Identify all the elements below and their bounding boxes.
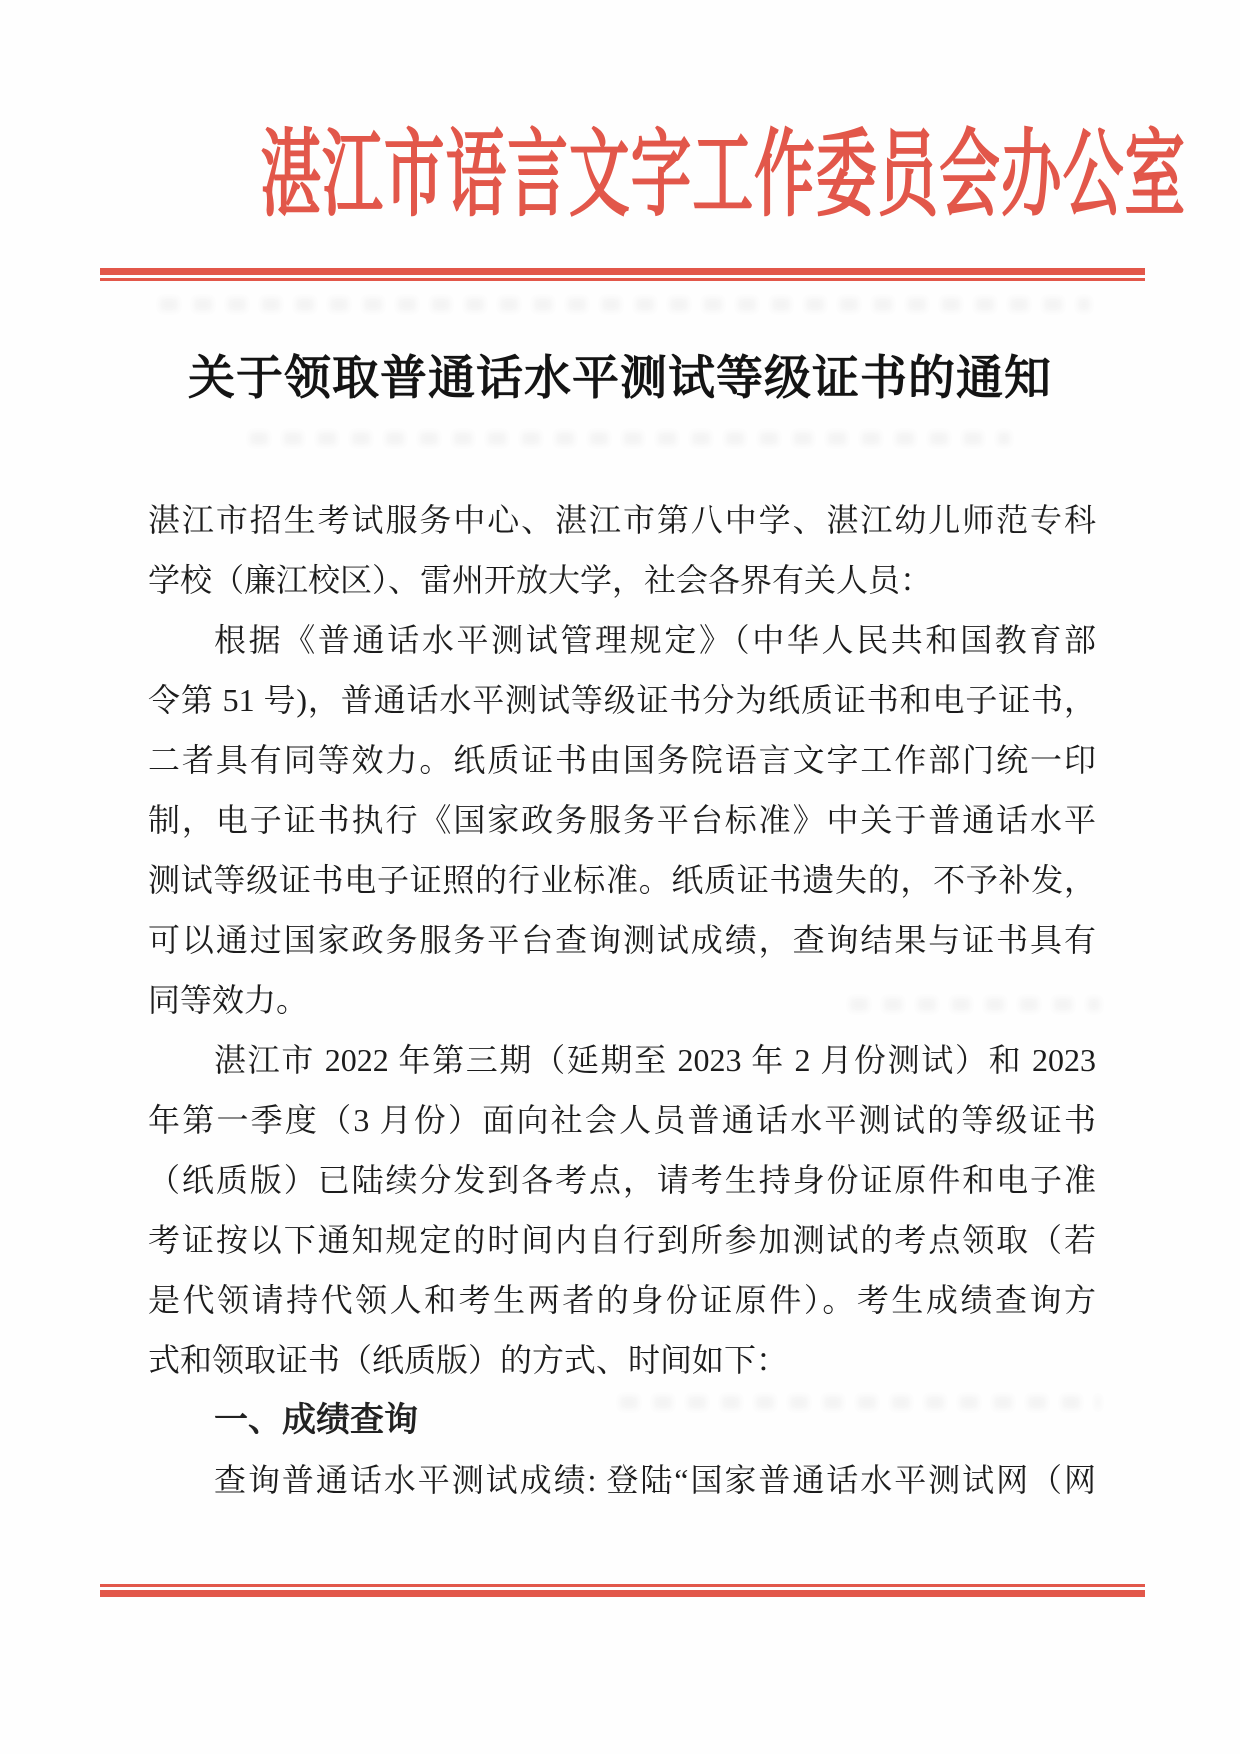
footer-double-rule (100, 1584, 1145, 1597)
section-heading: 一、成绩查询 (214, 1401, 418, 1439)
body-line: 湛江市招生考试服务中心、湛江市第八中学、湛江幼儿师范专科 (148, 502, 1096, 538)
footer-rule-thick-line (100, 1590, 1145, 1597)
document-body (148, 490, 1096, 1510)
body-line: 同等效力。 (148, 982, 309, 1018)
body-line: 可以通过国家政务服务平台查询测试成绩，查询结果与证书具有 (148, 922, 1096, 958)
body-line: 式和领取证书（纸质版）的方式、时间如下： (148, 1342, 789, 1378)
body-line: 令第 51 号)，普通话水平测试等级证书分为纸质证书和电子证书， (148, 682, 1096, 718)
header-rule-thick-line (100, 268, 1145, 275)
body-line: 学校（廉江校区）、雷州开放大学，社会各界有关人员： (148, 562, 933, 598)
body-line: 查询普通话水平测试成绩: 登陆“国家普通话水平测试网（网 (214, 1462, 1096, 1498)
footer-rule-thin-line (100, 1584, 1145, 1587)
body-line: 根据《普通话水平测试管理规定》（中华人民共和国教育部 (214, 622, 1096, 658)
body-line: 制，电子证书执行《国家政务服务平台标准》中关于普通话水平 (148, 802, 1096, 838)
body-line: 是代领请持代领人和考生两者的身份证原件）。考生成绩查询方 (148, 1282, 1096, 1318)
body-line: 测试等级证书电子证照的行业标准。纸质证书遗失的，不予补发， (148, 862, 1096, 898)
body-line: 湛江市 2022 年第三期（延期至 2023 年 2 月份测试）和 2023 (214, 1042, 1096, 1078)
scan-ghost-artifact (250, 432, 1010, 445)
header-rule-thin-line (100, 278, 1145, 281)
body-line: （纸质版）已陆续分发到各考点，请考生持身份证原件和电子准 (148, 1162, 1096, 1198)
agency-letterhead-text: 湛江市语言文字工作委员会办公室 (260, 122, 1187, 228)
scan-ghost-artifact (160, 298, 1090, 311)
body-line: 考证按以下通知规定的时间内自行到所参加测试的考点领取（若 (148, 1222, 1096, 1258)
header-double-rule (100, 268, 1145, 281)
body-line: 年第一季度（3 月份）面向社会人员普通话水平测试的等级证书 (148, 1102, 1096, 1138)
agency-letterhead (0, 116, 1240, 234)
body-line: 二者具有同等效力。纸质证书由国务院语言文字工作部门统一印 (148, 742, 1096, 778)
document-title: 关于领取普通话水平测试等级证书的通知 (188, 353, 1052, 405)
